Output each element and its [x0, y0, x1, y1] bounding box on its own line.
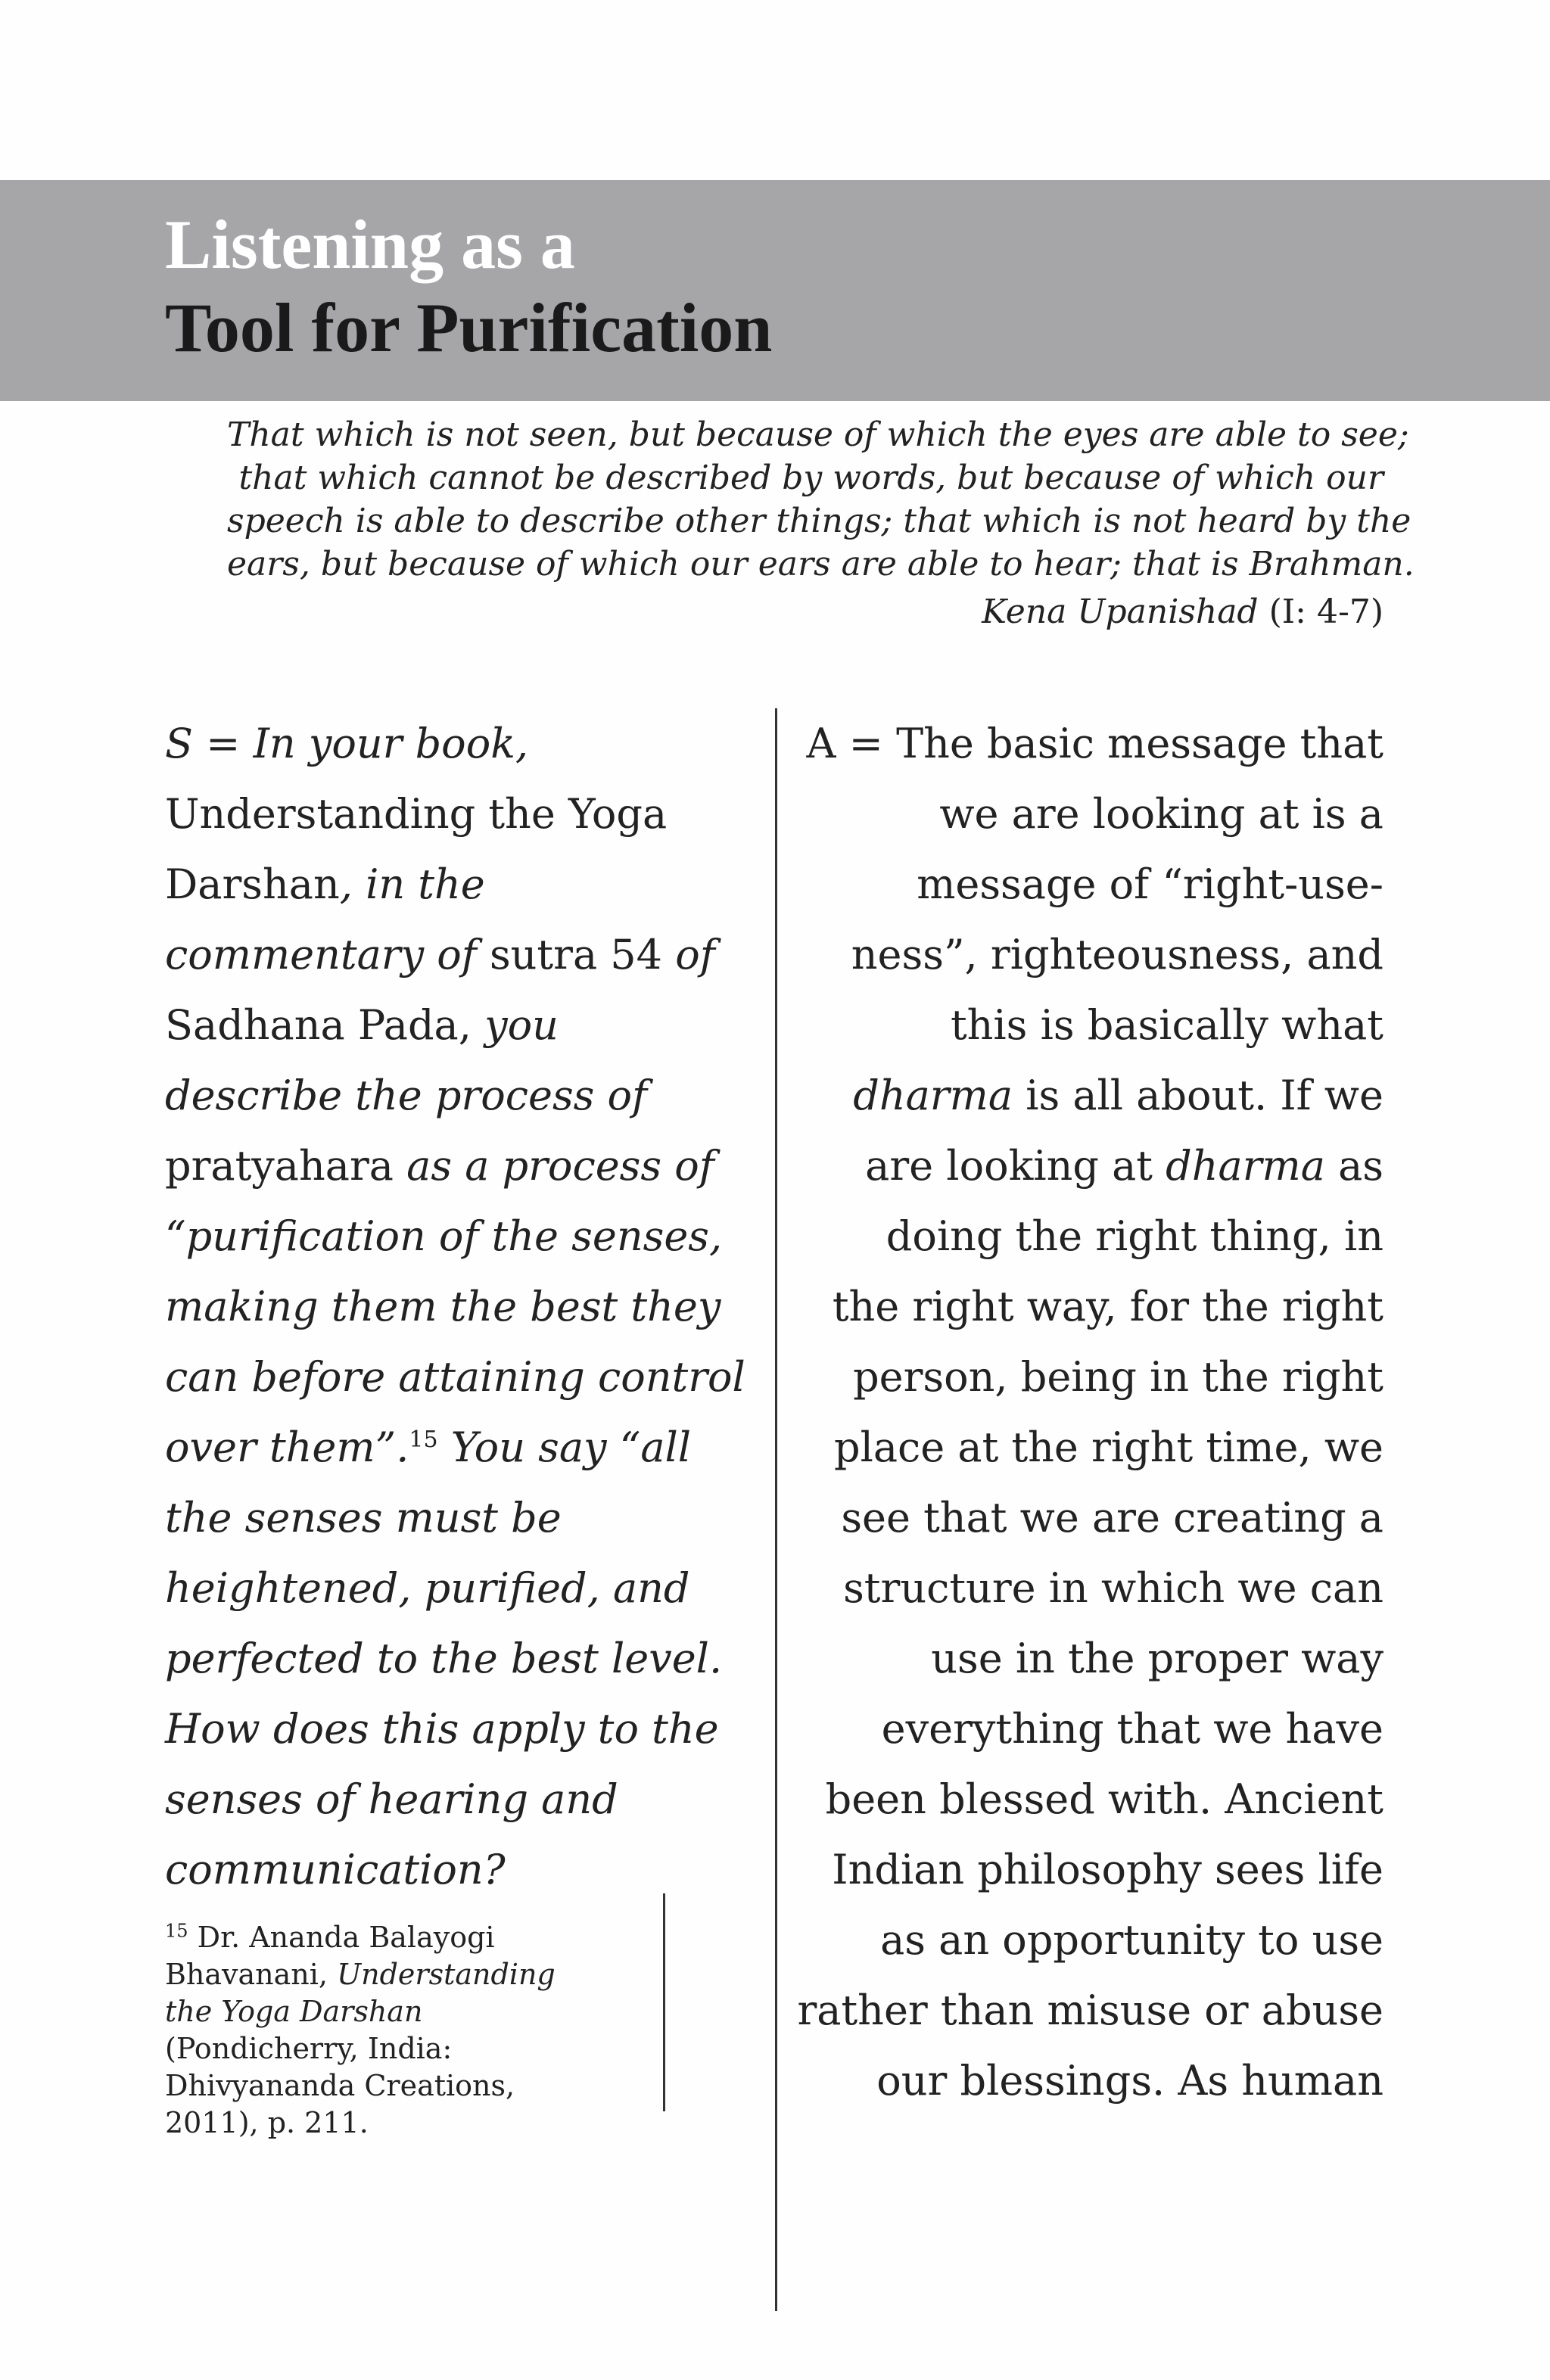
- question-line: Understanding the Yoga: [165, 790, 668, 838]
- question-line: Sadhana Pada, you: [165, 1001, 559, 1049]
- epigraph-source-ref: (I: 4-7): [1268, 593, 1383, 631]
- question-line: over them”.$^{15}$ You say “all: [165, 1423, 692, 1471]
- question-line: describe the process of: [165, 1072, 648, 1119]
- question-line: perfected to the best level.: [165, 1635, 723, 1682]
- question-line: How does this apply to the: [165, 1705, 719, 1753]
- answer-line: the right way, for the right: [832, 1283, 1383, 1330]
- footnote-reference[interactable]: 15: [409, 1426, 438, 1453]
- question-column: [165, 708, 770, 1905]
- answer-line: our blessings. As human: [876, 2057, 1383, 2105]
- footnote: [165, 1919, 649, 2142]
- epigraph-line: that which cannot be described by words, but because of which our: [238, 459, 1383, 497]
- epigraph-line: speech is able to describe other things; that which is not heard by the: [227, 502, 1411, 540]
- epigraph: [227, 413, 1415, 633]
- question-line: Darshan, in the: [165, 860, 485, 908]
- answer-line: use in the proper way: [931, 1635, 1383, 1682]
- footnote-line: (Pondicherry, India:: [165, 2032, 453, 2065]
- answer-line: rather than misuse or abuse: [797, 1986, 1383, 2034]
- footnote-line: $^{15}$ Dr. Ananda Balayogi: [165, 1920, 495, 1954]
- footnote-divider: [663, 1893, 665, 2111]
- chapter-title-line-1: Listening as a: [165, 206, 575, 283]
- answer-line: place at the right time, we: [834, 1423, 1383, 1471]
- answer-line: are looking at dharma as: [865, 1142, 1383, 1190]
- answer-line: dharma is all about. If we: [853, 1072, 1383, 1119]
- question-line: S = In your book,: [165, 720, 529, 767]
- answer-line: this is basically what: [950, 1001, 1383, 1049]
- footnote-line: 2011), p. 211.: [165, 2106, 369, 2139]
- question-line: commentary of sutra 54 of: [165, 931, 715, 978]
- question-line: making them the best they: [165, 1283, 721, 1330]
- question-line: pratyahara as a process of: [165, 1142, 714, 1190]
- answer-line: see that we are creating a: [841, 1494, 1383, 1542]
- epigraph-source-title: Kena Upanishad: [982, 593, 1259, 631]
- answer-line: person, being in the right: [853, 1353, 1383, 1401]
- answer-line: message of “right-use-: [917, 860, 1383, 908]
- chapter-title-line-2: Tool for Purification: [165, 289, 773, 366]
- answer-line: ness”, righteousness, and: [851, 931, 1383, 978]
- footnote-number: 15: [165, 1920, 188, 1942]
- answer-column: [795, 708, 1383, 2116]
- question-line: “purification of the senses,: [165, 1212, 723, 1260]
- answer-line: everything that we have: [881, 1705, 1383, 1753]
- answer-line: A = The basic message that: [806, 720, 1383, 767]
- question-line: senses of hearing and: [165, 1775, 618, 1823]
- epigraph-line: That which is not seen, but because of which the eyes are able to see;: [227, 415, 1409, 454]
- answer-line: as an opportunity to use: [880, 1916, 1383, 1964]
- question-line: can before attaining control: [165, 1353, 745, 1401]
- question-line: the senses must be: [165, 1494, 562, 1542]
- footnote-line: Dhivyananda Creations,: [165, 2069, 515, 2102]
- answer-line: Indian philosophy sees life: [832, 1846, 1383, 1893]
- footnote-line: Bhavanani, Understanding: [165, 1958, 556, 1991]
- epigraph-line: ears, but because of which our ears are able to hear; that is Brahman.: [227, 545, 1415, 583]
- answer-line: we are looking at is a: [939, 790, 1383, 838]
- epigraph-attribution: [227, 590, 1383, 633]
- answer-line: structure in which we can: [843, 1564, 1383, 1612]
- column-divider: [775, 708, 777, 2311]
- question-line: communication?: [165, 1846, 506, 1893]
- footnote-line: the Yoga Darshan: [165, 1995, 423, 2028]
- question-line: heightened, purified, and: [165, 1564, 690, 1612]
- answer-line: been blessed with. Ancient: [825, 1775, 1383, 1823]
- answer-line: doing the right thing, in: [885, 1212, 1383, 1260]
